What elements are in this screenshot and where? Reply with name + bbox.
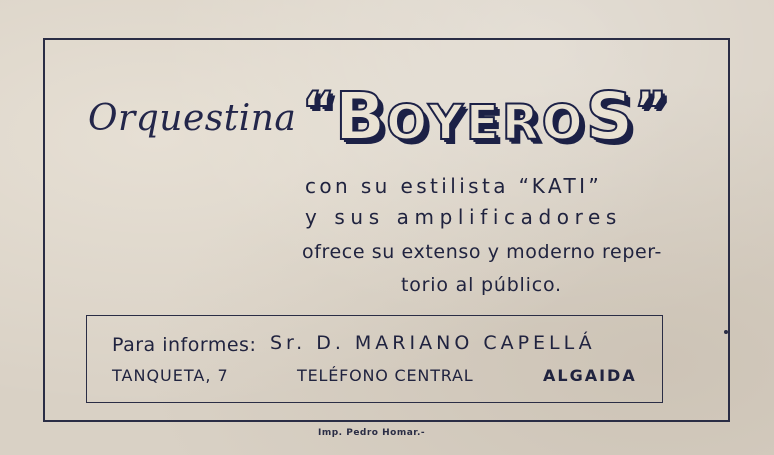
- contact-label: Para informes:: [112, 334, 257, 356]
- brand-close-quote: ”: [634, 81, 668, 139]
- stylist-line: con su estilista “KATI”: [305, 174, 603, 198]
- brand-open-quote: “: [302, 81, 335, 139]
- contact-phone: TELÉFONO CENTRAL: [297, 366, 474, 385]
- repertoire-line-continued: torio al público.: [401, 274, 562, 296]
- amplifiers-line: y sus amplificadores: [305, 205, 622, 229]
- ink-speck: [724, 330, 728, 334]
- brand-heading: [88, 78, 708, 168]
- contact-address: TANQUETA, 7: [112, 366, 229, 385]
- contact-person: Sr. D. MARIANO CAPELLÁ: [270, 332, 596, 354]
- contact-town: ALGAIDA: [543, 366, 637, 385]
- repertoire-line: ofrece su extenso y moderno reper-: [302, 241, 662, 263]
- brand-name-first-letter: B: [334, 78, 387, 155]
- contact-box: [86, 315, 663, 403]
- brand-name-last-letter: S: [585, 78, 635, 155]
- brand-name-middle: OYERO: [386, 95, 586, 151]
- brand-name: [302, 78, 667, 162]
- printer-credit: Imp. Pedro Homar.-: [318, 428, 426, 438]
- brand-prefix: Orquestina: [88, 98, 297, 139]
